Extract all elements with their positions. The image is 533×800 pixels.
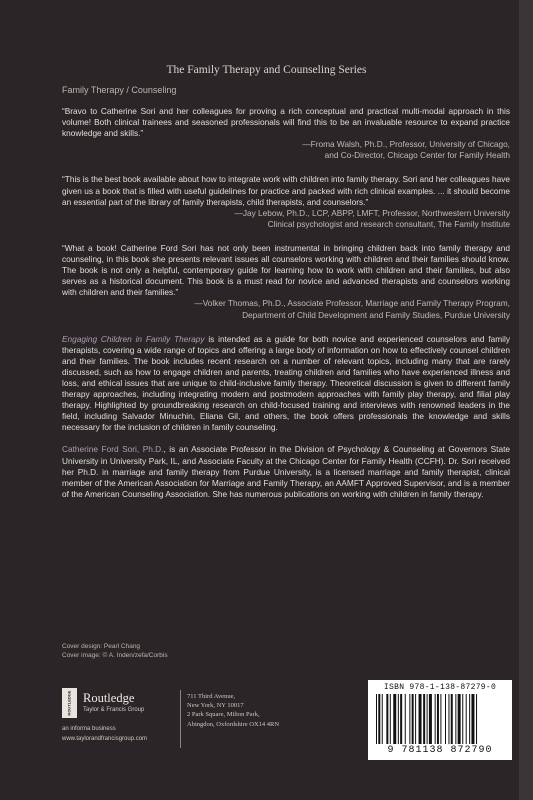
quote-attribution-line2: Department of Child Development and Family Studies, Purdue University bbox=[242, 309, 510, 320]
isbn-barcode bbox=[368, 680, 512, 760]
publisher-block bbox=[62, 688, 182, 750]
isbn-label: ISBN 978-1-138-87279-0 bbox=[383, 683, 497, 692]
barcode-bar bbox=[419, 694, 422, 744]
address-line: Abingdon, Oxfordshire OX14 4RN bbox=[187, 720, 280, 728]
barcode-bar bbox=[429, 694, 432, 744]
description-body: is intended as a guide for both novice and experienced counselors and family therapists, covering a wide range of topics and offering a large body of information on how to effectively counsel children and their families. The book includes recent research on a number of relevant topics, including many that are rarely discussed, such as how to engage children and parents, treating children and families who have experienced illness and loss, and ethical issues that are unique to child-inclusive family therapy. Theoretical discussion is given to different family therapy approaches, including integrating modern and postmodern approaches with family play therapy, and filial play therapy. Highlighted by groundbreaking research on child-focused training and interviews with renowned leaders in the field, including Salvador Minuchin, Eliana Gil, and others, the book offers professionals the knowledge and skills necessary for the inclusion of children in family counseling. bbox=[62, 333, 510, 433]
barcode-bar bbox=[445, 694, 446, 744]
logo-mark-text: ROUTLEDGE bbox=[66, 690, 72, 716]
subject-category: Family Therapy / Counseling bbox=[62, 85, 177, 95]
barcode-bar bbox=[382, 694, 383, 744]
barcode-bars bbox=[376, 694, 504, 744]
quote-text: “Bravo to Catherine Sori and her colleagues for proving a rich conceptual and practical multi-modal approach in this volume! Both clinical trainees and seasoned professionals will find this to be an invaluable resource to expand practice knowledge and skills.” bbox=[62, 106, 510, 139]
endorsement-quote bbox=[62, 106, 510, 161]
author-bio-body: , is an Associate Professor in the Division of Psychology & Counseling at Governors State University in University Park, IL, and Associate Faculty at the Chicago Center for Family Health (CCFH). Dr. Sori received her Ph.D. in marriage and family therapy from Purdue University, is a licensed marriage and family therapist, clinical member of the American Association for Marriage and Family Therapy, an AAMFT Approved Supervisor, and is a member of the American Counseling Association. She has numerous publications on working with children in family therapy. bbox=[62, 444, 510, 499]
quote-attribution-line1: —Volker Thomas, Ph.D., Associate Professor, Marriage and Family Therapy Program, bbox=[194, 298, 510, 309]
publisher-website: www.taylorandfrancisgroup.com bbox=[62, 736, 148, 742]
barcode-bar bbox=[376, 694, 377, 744]
back-cover-content bbox=[62, 106, 510, 511]
address-divider bbox=[180, 690, 181, 748]
endorsement-quote bbox=[62, 174, 510, 229]
cover-design-credit: Cover design: Pearl Chang bbox=[62, 643, 141, 650]
barcode-bar bbox=[378, 694, 380, 744]
quote-attribution-line2: and Co-Director, Chicago Center for Family Health bbox=[324, 150, 510, 161]
quote-attribution-line1: —Jay Lebow, Ph.D., LCP, ABPP, LMFT, Professor, Northwestern University bbox=[234, 207, 510, 218]
routledge-logo-icon bbox=[62, 688, 77, 718]
barcode-bar bbox=[462, 694, 463, 744]
author-bio bbox=[62, 444, 510, 499]
book-title: Engaging Children in Family Therapy bbox=[62, 333, 205, 344]
publisher-group: Taylor & Francis Group bbox=[83, 707, 145, 713]
author-name: Catherine Ford Sori, Ph.D. bbox=[62, 444, 164, 455]
barcode-bar bbox=[466, 694, 467, 744]
cover-image-credit: Cover image: © A. Inden/zefa/Corbis bbox=[62, 652, 168, 659]
address-line: 2 Park Square, Milton Park, bbox=[187, 711, 260, 719]
quote-attribution-line2: Clinical psychologist and research consultant, The Family Institute bbox=[267, 218, 510, 229]
barcode-bar bbox=[469, 694, 470, 744]
barcode-bar bbox=[451, 694, 453, 744]
quote-text: “This is the best book available about how to integrate work with children into family therapy. Sori and her colleagues have given us a book that is filled with useful guidelines for practice and packed with rich clinical examples. ... it should become an essential part of the library of family therapists, child therapists, and counselors.” bbox=[62, 174, 510, 207]
barcode-bar bbox=[427, 694, 428, 744]
series-title: The Family Therapy and Counseling Series bbox=[166, 64, 367, 76]
address-line: 711 Third Avenue, bbox=[187, 693, 236, 700]
endorsement-quote bbox=[62, 243, 510, 321]
quote-text: “What a book! Catherine Ford Sori has not only been instrumental in bringing children back into family therapy and counseling, in this book she presents relevant issues all counselors working with children and their families should know. The book is not only a helpful, contemporary guide for learning how to work with children and their families, but also serves as a historical document. This book is a must read for novice and advanced therapists and counselors working with children and their families.” bbox=[62, 242, 510, 298]
barcode-bar bbox=[405, 694, 406, 744]
barcode-bar bbox=[400, 694, 402, 744]
publisher-name: Routledge bbox=[83, 691, 135, 705]
barcode-bar bbox=[393, 694, 396, 744]
barcode-bar bbox=[386, 694, 388, 744]
barcode-bar bbox=[458, 694, 461, 744]
barcode-bar bbox=[455, 694, 456, 744]
publisher-address bbox=[187, 692, 279, 729]
publisher-informa: an informa business bbox=[62, 726, 116, 732]
barcode-bar bbox=[412, 694, 414, 744]
barcode-bar bbox=[476, 694, 477, 744]
barcode-bar bbox=[415, 694, 416, 744]
barcode-bar bbox=[435, 694, 436, 744]
barcode-bar bbox=[437, 694, 439, 744]
barcode-bar bbox=[409, 694, 410, 744]
book-description bbox=[62, 334, 510, 434]
barcode-bar bbox=[390, 694, 391, 744]
address-line: New York, NY 10017 bbox=[187, 702, 244, 710]
spine-strip bbox=[519, 0, 533, 800]
barcode-bar bbox=[471, 694, 474, 744]
isbn-digits: 9 781138 872790 bbox=[387, 745, 493, 756]
barcode-bar bbox=[440, 694, 441, 744]
cover-credits bbox=[62, 642, 168, 660]
barcode-bar bbox=[398, 694, 399, 744]
barcode-bar bbox=[448, 694, 449, 744]
barcode-bar bbox=[423, 694, 425, 744]
quote-attribution-line1: —Froma Walsh, Ph.D., Professor, University of Chicago, bbox=[302, 139, 510, 150]
